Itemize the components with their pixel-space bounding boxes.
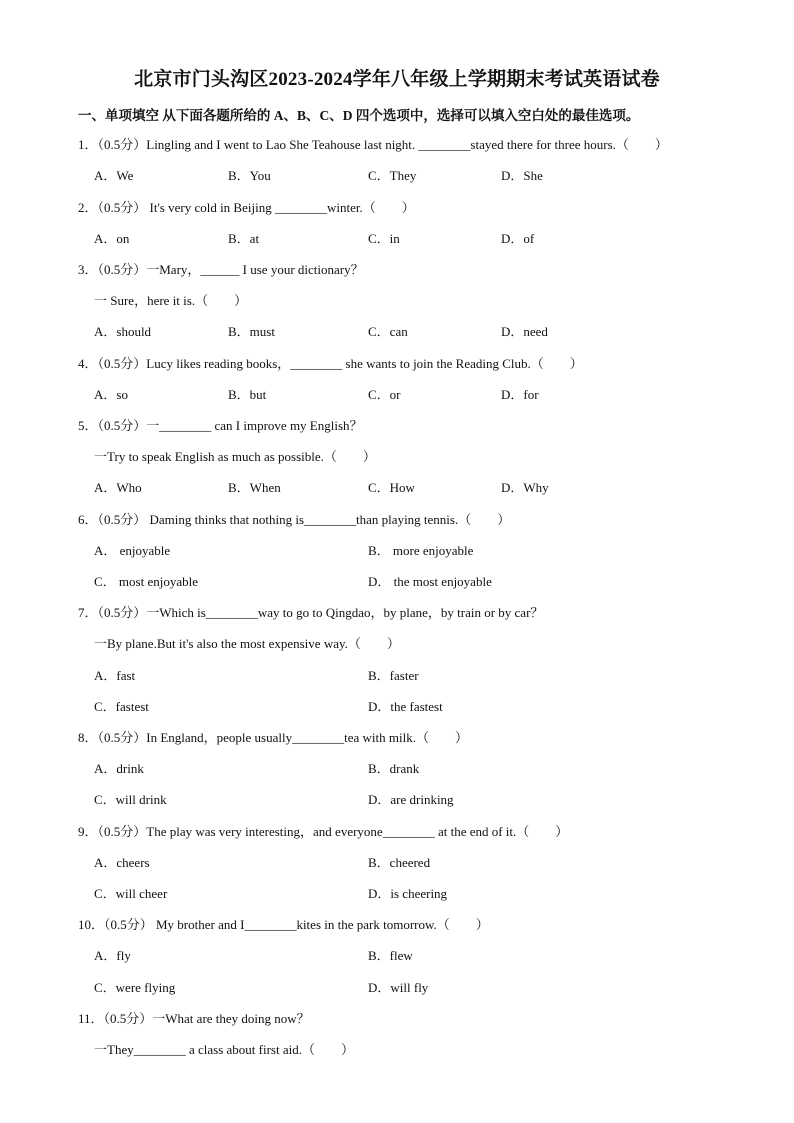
question-8-stem: 8．（0.5分）In England，people usually________tea with milk.（ ）	[78, 730, 468, 745]
q4-option-a: A．so	[94, 387, 128, 402]
q3-option-b: B．must	[228, 324, 275, 339]
q10-option-b: B．flew	[368, 948, 413, 963]
q10-option-a: A．fly	[94, 948, 131, 963]
question-4-stem: 4．（0.5分）Lucy likes reading books，________ she wants to join the Reading Club.（ ）	[78, 356, 583, 371]
q8-option-b: B．drank	[368, 761, 420, 776]
question-3-stem-line-2: 一 Sure，here it is.（ ）	[94, 293, 248, 308]
q4-option-b: B．but	[228, 387, 267, 402]
q4-option-c: C．or	[368, 387, 401, 402]
q5-option-b: B．When	[228, 480, 281, 495]
q3-option-a: A．should	[94, 324, 152, 339]
q10-option-d: D．will fly	[368, 980, 429, 995]
q9-option-a: A．cheers	[94, 855, 150, 870]
question-11-stem-line-2: 一They________ a class about first aid.（ ）	[94, 1042, 354, 1057]
q1-option-c: C．They	[368, 168, 417, 183]
q2-option-b: B．at	[228, 231, 260, 246]
q6-option-b: B． more enjoyable	[368, 543, 474, 558]
question-9-stem: 9．（0.5分）The play was very interesting，and everyone________ at the end of it.（ ）	[78, 824, 569, 839]
q6-option-d: D． the most enjoyable	[368, 574, 492, 589]
question-10-stem: 10．（0.5分） My brother and I________kites in the park tomorrow.（ ）	[78, 917, 489, 932]
q6-option-c: C． most enjoyable	[94, 574, 198, 589]
q7-option-d: D．the fastest	[368, 699, 443, 714]
question-1-stem: 1．（0.5分）Lingling and I went to Lao She Teahouse last night. ________stayed there for three hours.（ ）	[78, 137, 668, 152]
question-3-stem: 3．（0.5分）一Mary，______ I use your dictionary？	[78, 262, 364, 277]
question-5-stem: 5．（0.5分）一________ can I improve my English？	[78, 418, 363, 433]
question-2-stem: 2．（0.5分） It's very cold in Beijing ________winter.（ ）	[78, 200, 415, 215]
q4-option-d: D．for	[501, 387, 539, 402]
q9-option-d: D．is cheering	[368, 886, 448, 901]
question-7-stem: 7．（0.5分）一Which is________way to go to Qingdao，by plane，by train or by car？	[78, 605, 544, 620]
q2-option-c: C．in	[368, 231, 400, 246]
question-7-stem-line-2: 一By plane.But it's also the most expensive way.（ ）	[94, 636, 400, 651]
q1-option-d: D．She	[501, 168, 543, 183]
q8-option-d: D．are drinking	[368, 792, 454, 807]
q8-option-a: A．drink	[94, 761, 144, 776]
exam-title: 北京市门头沟区2023-2024学年八年级上学期期末考试英语试卷	[134, 69, 660, 90]
q2-option-a: A．on	[94, 231, 130, 246]
q5-option-a: A．Who	[94, 480, 142, 495]
q3-option-c: C．can	[368, 324, 408, 339]
section-heading: 一、单项填空 从下面各题所给的 A、B、C、D 四个选项中，选择可以填入空白处的最佳选项。	[78, 108, 640, 123]
q2-option-d: D．of	[501, 231, 535, 246]
q10-option-c: C．were flying	[94, 980, 176, 995]
q6-option-a: A． enjoyable	[94, 543, 171, 558]
q1-option-b: B．You	[228, 168, 271, 183]
q5-option-d: D．Why	[501, 480, 549, 495]
q7-option-c: C．fastest	[94, 699, 149, 714]
question-5-stem-line-2: 一Try to speak English as much as possible.（ ）	[94, 449, 376, 464]
question-11-stem: 11．（0.5分）一What are they doing now？	[78, 1011, 310, 1026]
question-6-stem: 6．（0.5分） Daming thinks that nothing is________than playing tennis.（ ）	[78, 512, 511, 527]
q9-option-b: B．cheered	[368, 855, 431, 870]
q7-option-b: B．faster	[368, 668, 419, 683]
q8-option-c: C．will drink	[94, 792, 167, 807]
q1-option-a: A．We	[94, 168, 134, 183]
q7-option-a: A．fast	[94, 668, 136, 683]
q5-option-c: C．How	[368, 480, 415, 495]
q9-option-c: C．will cheer	[94, 886, 168, 901]
q3-option-d: D．need	[501, 324, 548, 339]
